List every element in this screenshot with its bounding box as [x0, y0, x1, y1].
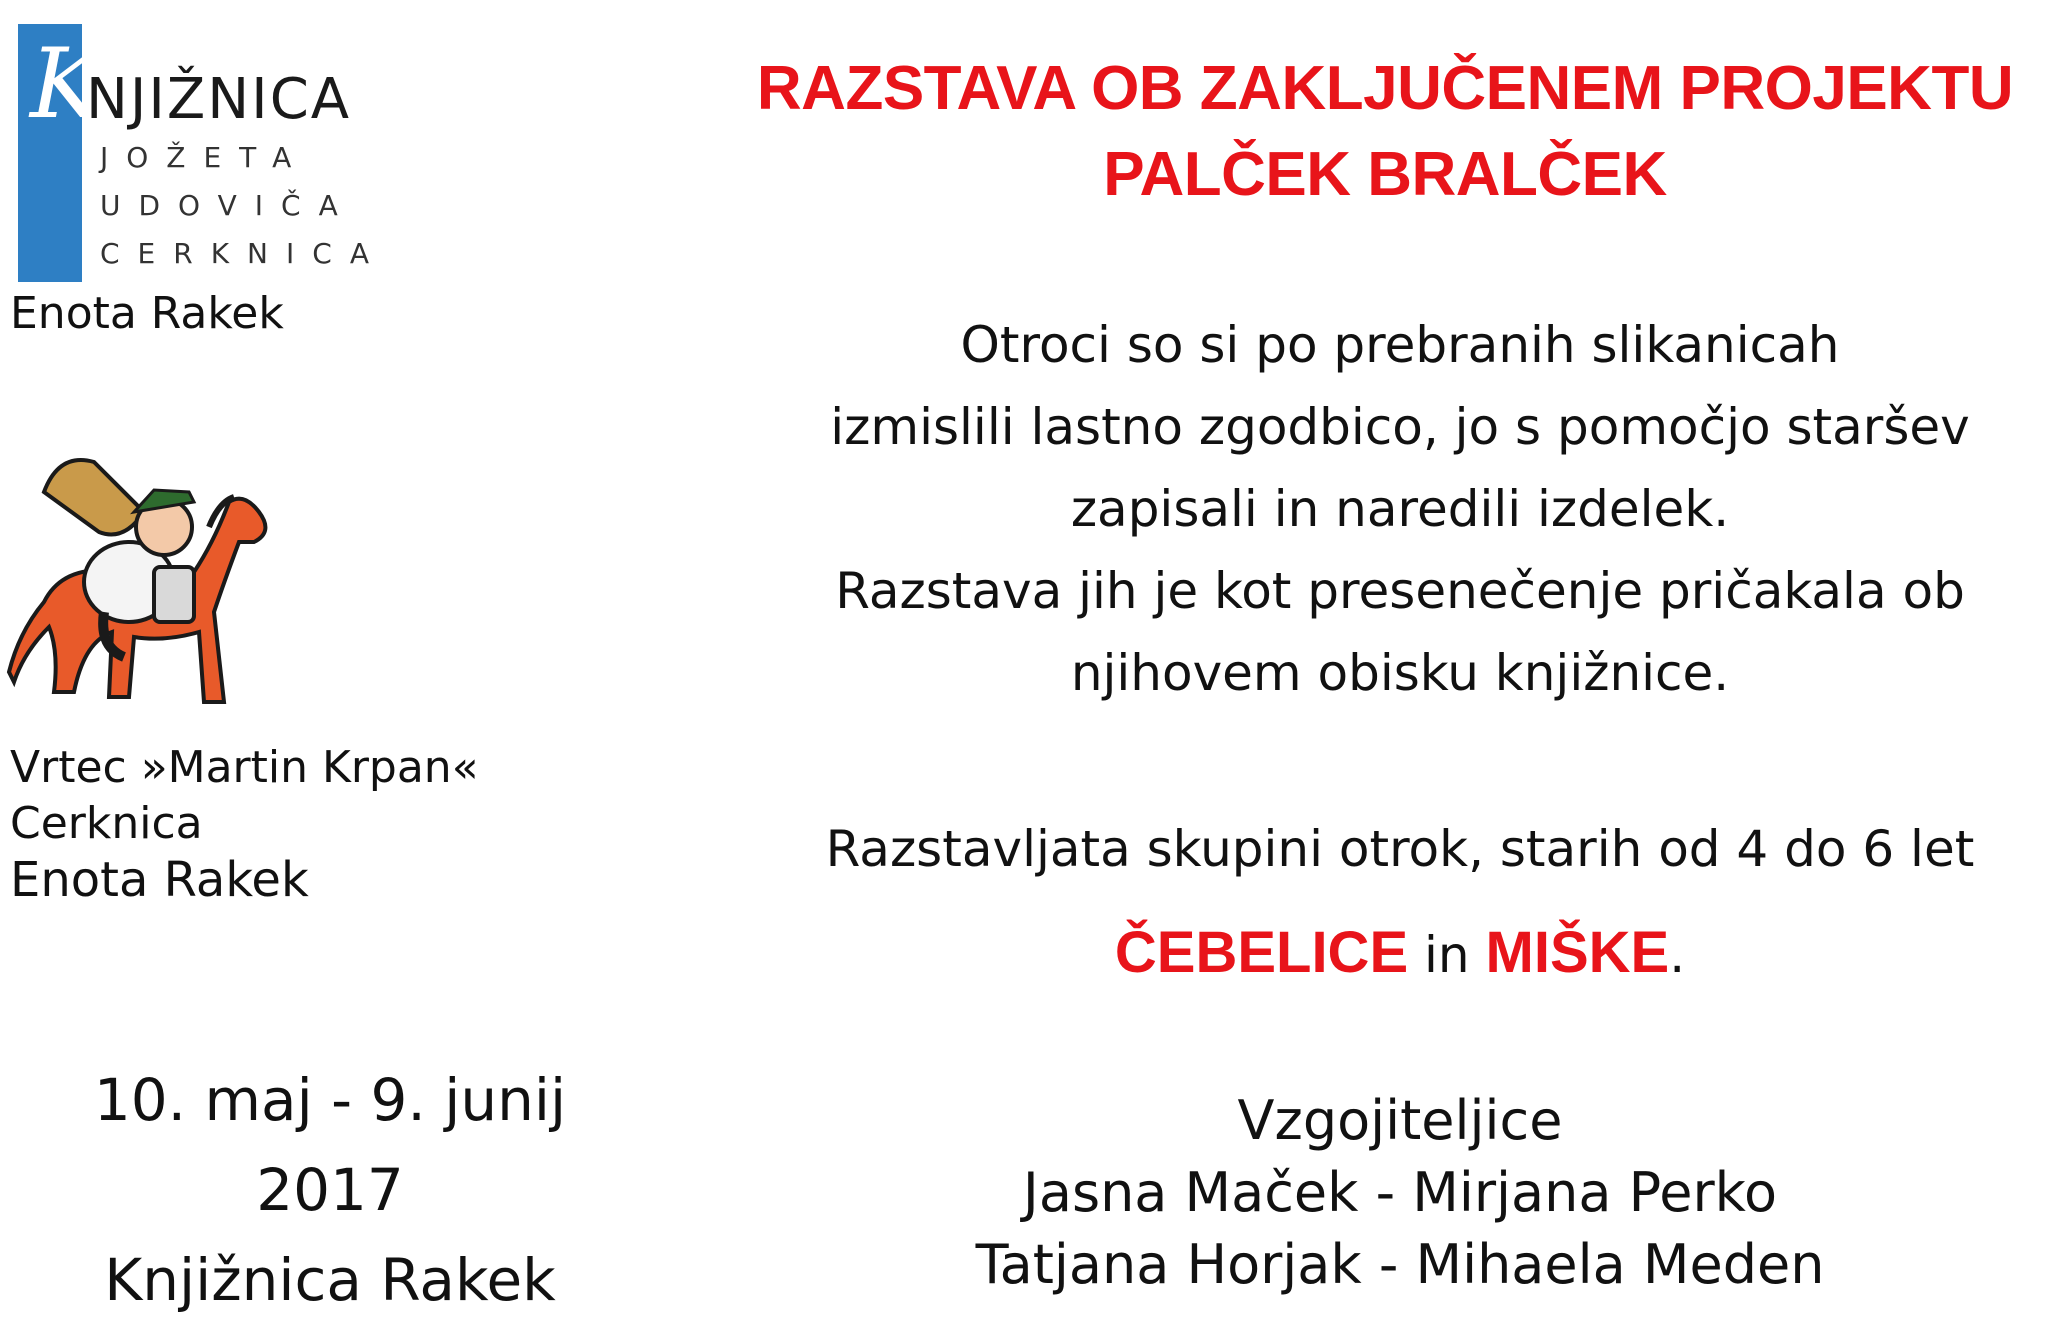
description-paragraph — [720, 304, 2048, 714]
kindergarten-unit: Enota Rakek — [10, 852, 309, 908]
group-miske: MIŠKE — [1485, 920, 1670, 985]
description-line: izmislili lastno zgodbico, jo s pomočjo staršev — [830, 398, 1970, 456]
group-cebelice: ČEBELICE — [1114, 920, 1409, 985]
kindergarten-block — [10, 740, 479, 908]
groups-end: . — [1669, 926, 1686, 984]
kindergarten-name: Vrtec »Martin Krpan« — [10, 742, 479, 793]
logo-line-2: UDOVIČA — [100, 189, 356, 222]
description-line: Razstava jih je kot presenečenje pričakala ob — [835, 562, 1965, 620]
year: 2017 — [256, 1156, 404, 1224]
groups-joiner: in — [1408, 926, 1486, 984]
logo-initial: K — [30, 28, 102, 140]
library-logo — [14, 24, 387, 284]
groups-names — [720, 912, 2048, 996]
date-range: 10. maj - 9. junij — [93, 1066, 567, 1134]
teachers-heading: Vzgojiteljice — [1237, 1089, 1563, 1152]
groups-block — [720, 808, 2048, 996]
kindergarten-town: Cerknica — [10, 798, 203, 849]
page-title — [720, 46, 2048, 218]
groups-intro: Razstavljata skupini otrok, starih od 4 do 6 let — [825, 820, 1975, 878]
unit-label: Enota Rakek — [10, 288, 284, 339]
teachers-pair-1: Jasna Maček - Mirjana Perko — [1022, 1161, 1778, 1224]
teachers-pair-2: Tatjana Horjak - Mihaela Meden — [975, 1233, 1825, 1296]
logo-line-3: CERKNICA — [100, 237, 387, 270]
description-line: zapisali in naredili izdelek. — [1070, 480, 1730, 538]
venue: Knjižnica Rakek — [104, 1246, 556, 1314]
title-line-1: RAZSTAVA OB ZAKLJUČENEM PROJEKTU — [756, 54, 2014, 123]
teachers-block — [720, 1085, 2048, 1301]
description-line: njihovem obisku knjižnice. — [1070, 644, 1730, 702]
title-line-2: PALČEK BRALČEK — [1103, 140, 1667, 209]
description-line: Otroci so si po prebranih slikanicah — [960, 316, 1840, 374]
logo-word: NJIŽNICA — [86, 67, 352, 132]
logo-line-1: JOŽETA — [100, 141, 310, 174]
martin-krpan-illustration — [4, 432, 274, 722]
exhibition-details — [0, 1055, 660, 1325]
